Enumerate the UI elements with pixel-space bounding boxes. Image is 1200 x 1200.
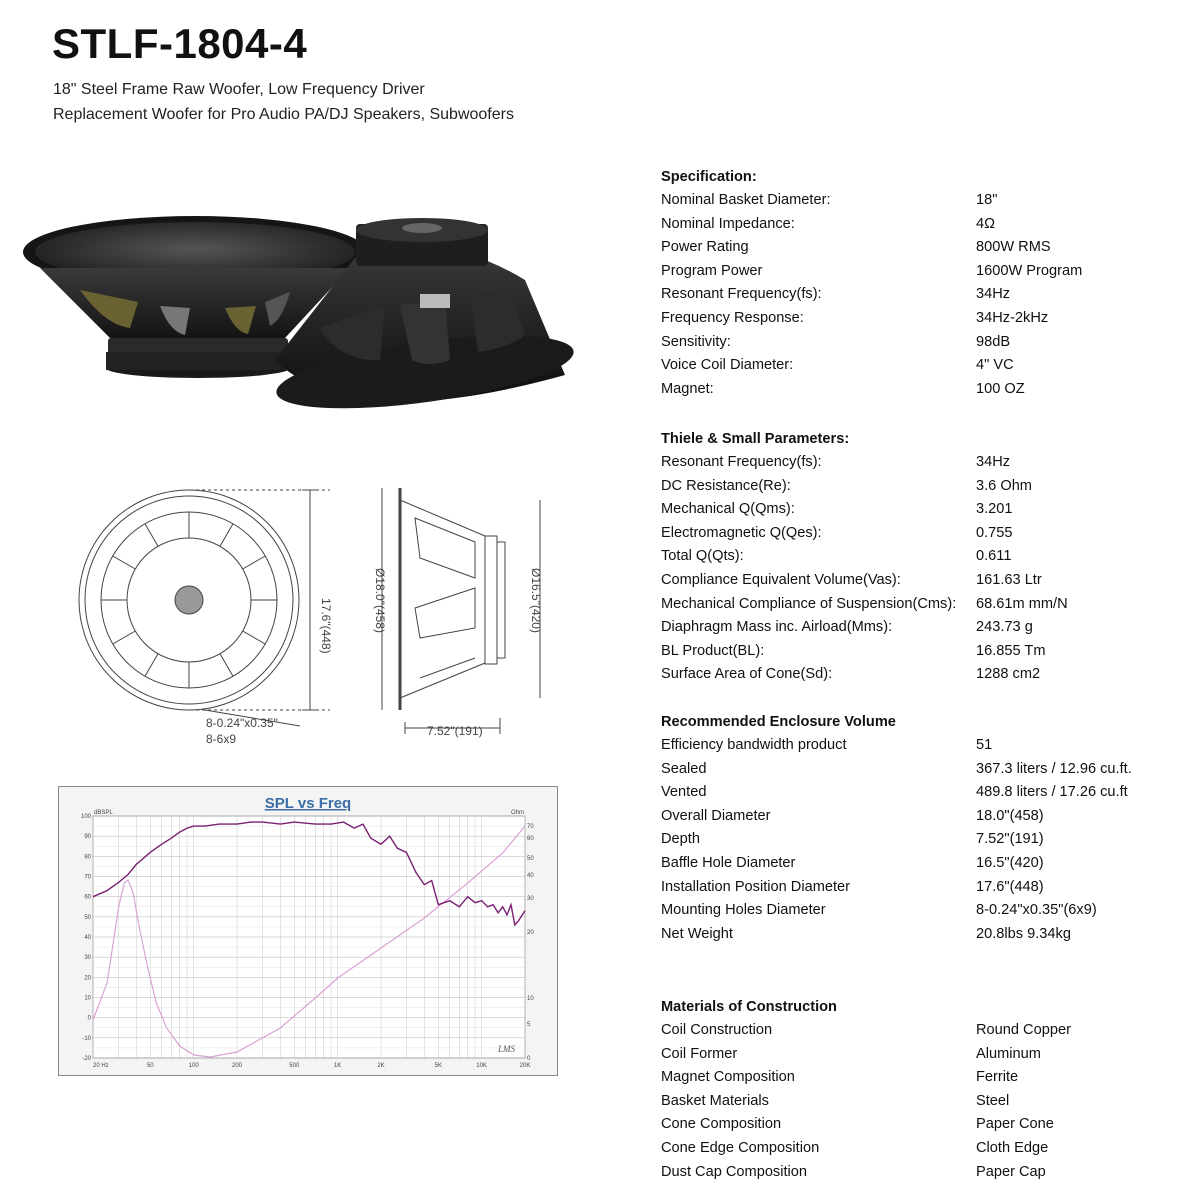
ts-value: 68.61m mm/N [976, 595, 1068, 612]
product-title: STLF-1804-4 [52, 20, 308, 67]
ts-label: Surface Area of Cone(Sd): [661, 666, 833, 683]
ts-label: Compliance Equivalent Volume(Vas): [661, 571, 901, 588]
graph-y-tick: -10 [82, 1035, 91, 1042]
ts-row [661, 616, 1181, 640]
spec-value: 1600W Program [976, 262, 1083, 279]
spec-value: 18" [976, 192, 998, 208]
specification-section [661, 166, 1181, 401]
materials-value: Steel [976, 1092, 1010, 1109]
dim-holes-mm-label: 8-6x9 [206, 732, 237, 746]
ts-label: Resonant Frequency(fs): [661, 454, 822, 470]
enclosure-value: 51 [976, 737, 993, 753]
graph-right-unit: Ohm [510, 810, 524, 816]
enclosure-row [661, 876, 1181, 900]
graph-y-tick: -20 [82, 1056, 91, 1062]
enclosure-label: Depth [661, 831, 700, 848]
dim-overall-label: Ø18.0"(458) [373, 568, 387, 633]
materials-row [661, 1137, 1181, 1161]
graph-x-tick: 20K [519, 1063, 531, 1069]
enclosure-section [661, 711, 1181, 946]
spec-row [661, 213, 1181, 237]
graph-x-tick: 500 [289, 1063, 300, 1069]
ts-value: 0.755 [976, 524, 1013, 541]
spec-row [661, 236, 1181, 260]
spec-value: 98dB [976, 333, 1011, 350]
graph-y-tick: 60 [84, 894, 91, 901]
materials-value: Cloth Edge [976, 1139, 1049, 1156]
graph-ohm-tick: 70 [527, 824, 534, 830]
graph-ohm-tick: 0 [527, 1056, 531, 1062]
spec-value: 4Ω [976, 215, 996, 232]
graph-ohm-tick: 40 [527, 873, 534, 879]
graph-x-tick: 20 Hz [93, 1063, 109, 1069]
ts-value: 3.6 Ohm [976, 477, 1032, 494]
materials-label: Basket Materials [661, 1092, 769, 1109]
enclosure-value: 489.8 liters / 17.26 cu.ft [976, 784, 1128, 801]
enclosure-label: Overall Diameter [661, 807, 771, 824]
ts-value: 161.63 Ltr [976, 571, 1042, 588]
ts-value: 34Hz [976, 454, 1011, 470]
enclosure-row [661, 805, 1181, 829]
spec-label: Magnet: [661, 380, 714, 397]
ts-label: Mechanical Compliance of Suspension(Cms): [661, 595, 957, 612]
enclosure-value: 16.5"(420) [976, 854, 1044, 871]
spec-label: Nominal Impedance: [661, 215, 795, 232]
enclosure-heading: Recommended Enclosure Volume [661, 714, 896, 730]
spec-label: Voice Coil Diameter: [661, 357, 794, 374]
materials-row [661, 1161, 1181, 1185]
graph-title: SPL vs Freq [264, 795, 352, 812]
spec-value: 800W RMS [976, 239, 1051, 256]
graph-x-tick: 100 [188, 1063, 199, 1069]
graph-x-tick: 5K [434, 1063, 442, 1069]
spec-row [661, 283, 1181, 307]
graph-x-tick: 2K [377, 1063, 385, 1069]
product-subtitle-line-1: 18" Steel Frame Raw Woofer, Low Frequency Driver [53, 81, 425, 98]
materials-label: Cone Edge Composition [661, 1139, 820, 1156]
ts-row [661, 498, 1181, 522]
ts-parameters-heading: Thiele & Small Parameters: [661, 431, 850, 447]
spec-label: Power Rating [661, 239, 749, 256]
graph-left-unit: dBSPL [94, 810, 113, 816]
woofer-product-photo [20, 210, 580, 420]
graph-ohm-tick: 20 [527, 930, 534, 936]
enclosure-value: 18.0"(458) [976, 807, 1044, 824]
graph-y-tick: 20 [84, 975, 91, 982]
enclosure-row [661, 758, 1181, 782]
graph-ohm-tick: 30 [527, 896, 534, 902]
ts-row [661, 640, 1181, 664]
enclosure-label: Baffle Hole Diameter [661, 854, 796, 871]
enclosure-label: Installation Position Diameter [661, 878, 850, 895]
materials-label: Coil Construction [661, 1022, 773, 1038]
ts-label: Diaphragm Mass inc. Airload(Mms): [661, 619, 893, 636]
enclosure-label: Efficiency bandwidth product [661, 737, 847, 753]
ts-label: Electromagnetic Q(Qes): [661, 524, 822, 541]
ts-row [661, 569, 1181, 593]
graph-y-tick: 30 [84, 955, 91, 962]
materials-value: Paper Cone [976, 1116, 1054, 1133]
enclosure-value: 367.3 liters / 12.96 cu.ft. [976, 760, 1132, 777]
spec-row [661, 260, 1181, 284]
ts-row [661, 545, 1181, 569]
spec-row [661, 189, 1181, 213]
graph-ohm-tick: 50 [527, 856, 534, 862]
spec-row [661, 331, 1181, 355]
spec-label: Program Power [661, 262, 763, 279]
materials-row [661, 1066, 1181, 1090]
dim-install-label: 17.6"(448) [319, 598, 333, 654]
woofer-dimension-drawing [70, 478, 570, 758]
spec-label: Frequency Response: [661, 309, 804, 326]
enclosure-label: Mounting Holes Diameter [661, 902, 826, 919]
enclosure-value: 17.6"(448) [976, 878, 1044, 895]
spec-value: 4" VC [976, 357, 1014, 374]
graph-y-tick: 70 [84, 874, 91, 881]
spec-row [661, 378, 1181, 402]
ts-value: 3.201 [976, 501, 1013, 518]
ts-row [661, 451, 1181, 475]
dim-depth-label: 7.52"(191) [427, 724, 483, 738]
graph-watermark: LMS [498, 1044, 516, 1054]
materials-row [661, 1113, 1181, 1137]
enclosure-row [661, 828, 1181, 852]
enclosure-row [661, 734, 1181, 758]
materials-value: Paper Cap [976, 1163, 1046, 1180]
ts-label: DC Resistance(Re): [661, 477, 791, 494]
product-subtitle-line-2: Replacement Woofer for Pro Audio PA/DJ Speakers, Subwoofers [53, 106, 514, 123]
enclosure-label: Vented [661, 784, 707, 801]
materials-value: Round Copper [976, 1022, 1071, 1038]
enclosure-row [661, 923, 1181, 947]
ts-value: 243.73 g [976, 619, 1033, 636]
ts-value: 0.611 [976, 548, 1012, 565]
enclosure-row [661, 899, 1181, 923]
spec-value: 34Hz-2kHz [976, 309, 1049, 326]
materials-label: Cone Composition [661, 1116, 782, 1133]
ts-row [661, 593, 1181, 617]
spec-value: 34Hz [976, 286, 1011, 303]
ts-row [661, 663, 1181, 687]
dim-holes-inch-label: 8-0.24"x0.35" [206, 716, 278, 730]
materials-label: Magnet Composition [661, 1069, 795, 1086]
materials-heading: Materials of Construction [661, 999, 837, 1015]
ts-row [661, 475, 1181, 499]
enclosure-label: Net Weight [661, 925, 733, 942]
graph-y-tick: 0 [87, 1015, 91, 1022]
spec-label: Nominal Basket Diameter: [661, 192, 831, 208]
ts-row [661, 522, 1181, 546]
enclosure-row [661, 781, 1181, 805]
enclosure-value: 8-0.24"x0.35"(6x9) [976, 902, 1097, 919]
enclosure-value: 20.8lbs 9.34kg [976, 925, 1071, 942]
ts-label: BL Product(BL): [661, 642, 765, 659]
ts-label: Mechanical Q(Qms): [661, 501, 795, 518]
materials-value: Aluminum [976, 1045, 1041, 1062]
spec-label: Resonant Frequency(fs): [661, 286, 822, 303]
graph-ohm-tick: 10 [527, 996, 534, 1002]
materials-section [661, 996, 1181, 1184]
materials-label: Coil Former [661, 1045, 738, 1062]
ts-value: 16.855 Tm [976, 642, 1046, 659]
dim-baffle-label: Ø16.5"(420) [529, 568, 543, 633]
materials-value: Ferrite [976, 1069, 1019, 1086]
graph-x-tick: 200 [231, 1063, 243, 1069]
graph-y-tick: 80 [84, 854, 91, 861]
specification-heading: Specification: [661, 169, 757, 185]
materials-row [661, 1090, 1181, 1114]
ts-value: 1288 cm2 [976, 666, 1041, 683]
graph-y-tick: 10 [84, 995, 91, 1002]
spec-row [661, 307, 1181, 331]
graph-y-tick: 90 [84, 834, 91, 841]
spec-row [661, 354, 1181, 378]
spl-vs-freq-graph [58, 786, 558, 1076]
graph-y-tick: 100 [80, 814, 91, 820]
ts-parameters-section [661, 428, 1181, 687]
materials-row [661, 1019, 1181, 1043]
graph-ohm-tick: 60 [527, 836, 534, 842]
spec-label: Sensitivity: [661, 333, 731, 350]
materials-label: Dust Cap Composition [661, 1163, 808, 1180]
enclosure-value: 7.52"(191) [976, 831, 1044, 848]
ts-label: Total Q(Qts): [661, 548, 744, 565]
materials-row [661, 1043, 1181, 1067]
graph-y-tick: 40 [84, 935, 91, 941]
graph-x-tick: 10K [476, 1063, 487, 1069]
graph-ohm-tick: 5 [527, 1022, 531, 1028]
graph-x-tick: 50 [146, 1063, 154, 1069]
graph-x-tick: 1K [333, 1063, 342, 1069]
enclosure-row [661, 852, 1181, 876]
enclosure-label: Sealed [661, 760, 707, 777]
graph-y-tick: 50 [84, 914, 91, 921]
spec-value: 100 OZ [976, 380, 1025, 397]
